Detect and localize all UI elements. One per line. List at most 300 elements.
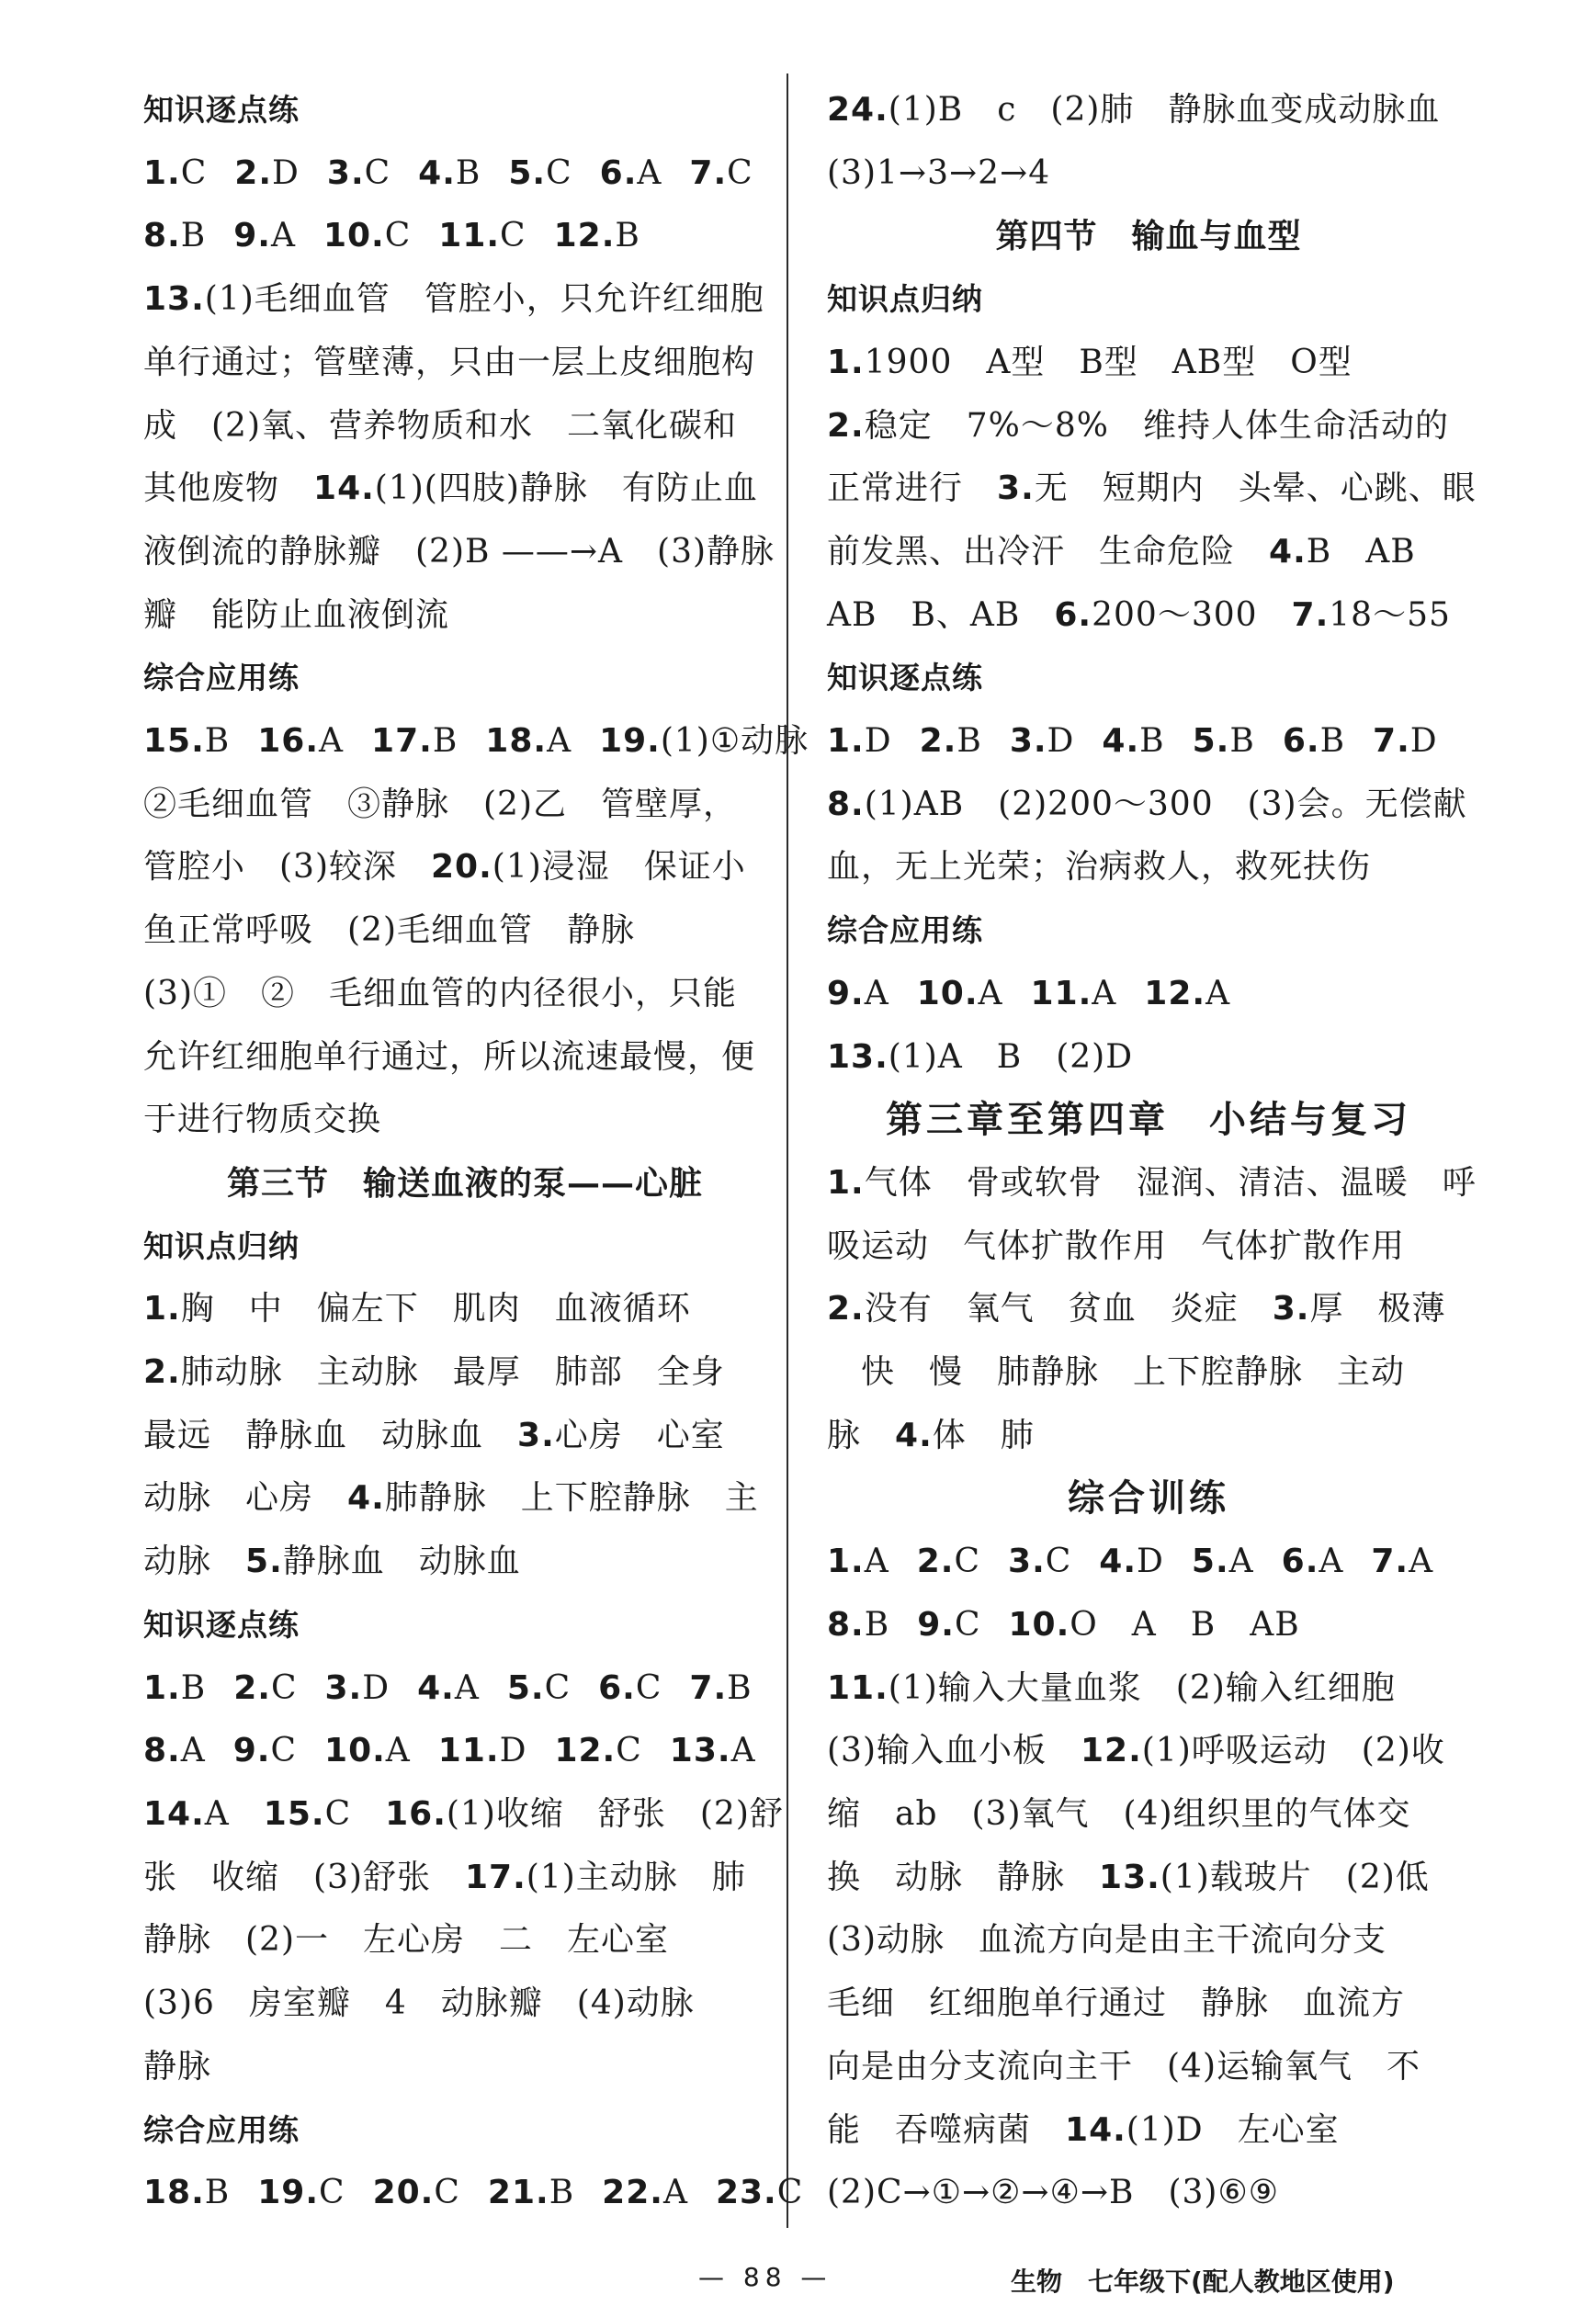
answer-text: 管腔小 (3)较深 <box>143 848 431 887</box>
answer-text: 无 短期内 头晕、心跳、眼 <box>1034 469 1477 508</box>
answer-item <box>418 154 481 192</box>
answer-value: A <box>1228 1543 1254 1581</box>
answer-text: 动脉 心房 <box>143 1479 348 1518</box>
answer-line <box>143 1278 787 1341</box>
question-number: 19. <box>257 2174 320 2212</box>
answer-item <box>143 154 207 192</box>
question-number: 16. <box>257 722 320 761</box>
answer-item <box>508 154 572 192</box>
question-number: 5. <box>1192 722 1230 761</box>
answer-item <box>917 1543 980 1580</box>
answer-line <box>143 774 787 837</box>
question-number: 6. <box>1282 722 1320 761</box>
answer-value: D <box>1137 1543 1164 1581</box>
question-number: 2. <box>919 722 957 761</box>
question-number: 12. <box>1144 974 1206 1012</box>
answer-value: C <box>635 1668 662 1707</box>
answer-text: 200～300 <box>1092 595 1292 634</box>
answer-text: (1)A B (2)D <box>888 1037 1134 1076</box>
answer-item <box>143 1732 206 1769</box>
answer-value: C <box>776 2174 804 2212</box>
question-number: 4. <box>418 153 456 192</box>
answer-line <box>143 268 787 332</box>
answer-text: 动脉 <box>143 1543 246 1581</box>
answer-text: 胸 中 偏左下 肌肉 血液循环 <box>180 1290 691 1328</box>
answer-item <box>1102 722 1164 760</box>
question-number: 9. <box>233 217 271 255</box>
answer-item <box>827 722 892 760</box>
answer-value: (1)①动脉 <box>660 722 809 761</box>
answer-text: (1)主动脉 肺 <box>526 1858 746 1896</box>
question-number: 5. <box>506 1668 545 1707</box>
answer-value: A <box>637 153 662 192</box>
answer-item <box>1099 1543 1164 1580</box>
question-number: 9. <box>232 1732 271 1770</box>
answer-item <box>485 722 572 760</box>
answer-text: (3)6 房室瓣 4 动脉瓣 (4)动脉 <box>143 1984 695 2023</box>
question-number: 8. <box>827 1605 865 1644</box>
answer-item <box>1031 975 1117 1012</box>
answer-text: 静脉 <box>143 2047 212 2086</box>
question-number: 6. <box>1281 1543 1319 1581</box>
answer-value: C <box>544 1668 572 1707</box>
answer-text: 缩 ab (3)氧气 (4)组织里的气体交 <box>827 1794 1411 1833</box>
question-number: 15. <box>263 1794 325 1833</box>
section-heading: 综合应用练 <box>143 2111 300 2148</box>
answer-text: 允许红细胞单行通过，所以流速最慢，便 <box>143 1037 756 1076</box>
answer-line <box>143 458 787 521</box>
answer-item <box>488 2174 574 2211</box>
answer-item <box>920 722 982 760</box>
answer-value: B <box>864 1605 890 1644</box>
question-number: 11. <box>438 217 501 255</box>
answer-value: A <box>864 974 889 1012</box>
answer-line <box>143 332 787 395</box>
answer-item <box>716 2174 803 2211</box>
question-number: 2. <box>827 406 865 445</box>
question-number: 2. <box>234 153 273 192</box>
question-number: 9. <box>917 1605 955 1644</box>
answer-text: (1)浸湿 保证小 <box>492 848 746 887</box>
answer-line <box>827 2162 1470 2225</box>
question-number: 3. <box>1008 1543 1046 1581</box>
answer-item <box>827 1606 889 1644</box>
answer-value: C <box>954 1543 981 1581</box>
answer-item <box>143 722 230 760</box>
answer-item <box>373 2174 460 2211</box>
answer-value: C <box>434 2174 460 2212</box>
chapter-title: 综合训练 <box>1068 1476 1229 1520</box>
answer-line <box>827 1973 1470 2036</box>
answer-value: A <box>1092 974 1117 1012</box>
answer-line <box>143 899 787 963</box>
answer-text: 18～55 <box>1329 595 1451 634</box>
answer-text: 体 肺 <box>932 1416 1035 1454</box>
answer-value: A <box>547 722 572 761</box>
answer-text: 肺静脉 上下腔静脉 主 <box>384 1479 759 1518</box>
question-number: 12. <box>554 1732 617 1770</box>
answer-line <box>143 521 787 584</box>
answer-item <box>598 1669 662 1707</box>
section-title: 第三节 输送血液的泵——心脏 <box>226 1163 703 1203</box>
question-number: 19. <box>599 722 661 761</box>
answer-text: 静脉血 动脉血 <box>282 1543 521 1581</box>
question-number: 1. <box>827 722 865 761</box>
question-number: 4. <box>1099 1543 1138 1581</box>
answer-item <box>917 975 1003 1012</box>
answer-item <box>438 217 526 254</box>
answer-item <box>1192 1543 1254 1580</box>
answer-value: A <box>730 1732 756 1770</box>
section-heading: 知识点归纳 <box>827 281 983 318</box>
question-number: 13. <box>1099 1858 1160 1896</box>
answer-item <box>327 154 391 192</box>
question-number: 3. <box>326 153 365 192</box>
answer-line <box>827 458 1477 521</box>
answer-item <box>323 217 411 254</box>
question-number: 17. <box>371 722 433 761</box>
question-number: 8. <box>143 217 181 255</box>
answer-value: D <box>1047 722 1075 761</box>
answer-line <box>827 521 1470 584</box>
answer-value: C <box>546 153 572 192</box>
question-number: 20. <box>372 2174 435 2212</box>
page-number: — 88 — <box>698 2262 832 2292</box>
answer-value: A <box>864 1543 889 1581</box>
answer-text: 向是由分支流向主干 (4)运输氧气 不 <box>827 2047 1421 2086</box>
answer-item <box>689 1669 752 1707</box>
answer-text: (1)AB (2)200～300 (3)会。无偿献 <box>864 785 1467 823</box>
answer-row <box>827 963 1470 1026</box>
answer-row <box>827 1531 1470 1594</box>
answer-line <box>143 1341 787 1405</box>
answer-value: A <box>1205 974 1231 1012</box>
answer-text: (1)(四肢)静脉 有防止血 <box>374 469 758 508</box>
answer-text: 前发黑、出冷汗 生命危险 <box>827 532 1270 571</box>
answer-text: AB B、AB <box>827 595 1055 634</box>
section-heading: 综合应用练 <box>827 912 983 949</box>
answer-value: A <box>1319 1543 1344 1581</box>
answer-text: 最远 静脉血 动脉血 <box>143 1416 518 1454</box>
answer-text: (1)D 左心室 <box>1126 2110 1340 2149</box>
answer-item <box>1193 722 1255 760</box>
answer-text: (3)动脉 血流方向是由主干流向分支 <box>827 1921 1387 1960</box>
answer-value: C <box>270 1732 298 1770</box>
answer-item <box>602 2174 688 2211</box>
question-number: 2. <box>233 1668 271 1707</box>
question-number: 4. <box>1269 532 1307 571</box>
answer-value: C <box>384 217 412 255</box>
question-number: 21. <box>487 2174 549 2212</box>
answer-text: 气体 骨或软骨 湿润、清洁、温暖 呼 <box>864 1163 1477 1202</box>
question-number: 2. <box>143 1353 181 1392</box>
answer-row <box>143 205 787 268</box>
question-number: 7. <box>689 1668 728 1707</box>
answer-line <box>827 584 1470 648</box>
question-number: 24. <box>827 91 889 129</box>
answer-value: B <box>1319 722 1346 761</box>
answer-item <box>233 1732 297 1769</box>
answer-line <box>143 836 787 899</box>
answer-line <box>827 1909 1470 1973</box>
answer-text: A <box>204 1794 264 1833</box>
answer-value: B <box>180 1668 207 1707</box>
answer-line <box>827 1278 1470 1341</box>
answer-item <box>1010 722 1075 760</box>
answer-text: (3)输入血小板 <box>827 1732 1081 1770</box>
answer-value: C <box>319 2174 345 2212</box>
answer-item <box>1008 1606 1299 1644</box>
question-number: 3. <box>1272 1290 1310 1328</box>
answer-text: (1)呼吸运动 (2)收 <box>1141 1732 1445 1770</box>
question-number: 12. <box>1081 1732 1142 1770</box>
answer-value: A <box>319 722 345 761</box>
answer-item <box>324 1732 411 1769</box>
answer-value: C <box>364 153 391 192</box>
answer-item <box>143 2174 230 2211</box>
answer-text: 于进行物质交换 <box>143 1101 382 1139</box>
question-number: 3. <box>517 1416 555 1454</box>
answer-line <box>827 2099 1470 2163</box>
answer-item <box>554 1732 641 1769</box>
answer-value: C <box>500 217 526 255</box>
question-number: 4. <box>417 1668 455 1707</box>
answer-value: O A B AB <box>1070 1605 1300 1644</box>
question-number: 17. <box>465 1858 526 1896</box>
answer-row <box>827 1594 1470 1657</box>
answer-value: A <box>978 974 1003 1012</box>
answer-line <box>143 1847 787 1910</box>
answer-line <box>143 395 787 458</box>
question-number: 7. <box>689 153 728 192</box>
answer-value: C <box>616 1732 642 1770</box>
answer-value: A <box>385 1732 411 1770</box>
question-number: 5. <box>508 153 547 192</box>
question-number: 14. <box>143 1794 205 1833</box>
answer-text: 张 收缩 (3)舒张 <box>143 1858 465 1896</box>
answer-item <box>1008 1543 1071 1580</box>
answer-item <box>324 1669 390 1707</box>
answer-item <box>1371 1543 1433 1580</box>
section-heading: 知识逐点练 <box>827 660 983 696</box>
answer-value: C <box>727 153 753 192</box>
answer-text: 静脉 (2)一 左心房 二 左心室 <box>143 1921 669 1960</box>
answer-line <box>143 1467 787 1531</box>
section-heading: 知识逐点练 <box>143 92 300 128</box>
answer-line <box>143 1405 787 1468</box>
answer-text: 吸运动 气体扩散作用 气体扩散作用 <box>827 1226 1406 1265</box>
answer-text: ②毛细血管 ③静脉 (2)乙 管壁厚， <box>143 785 737 823</box>
answer-value: B <box>1139 722 1165 761</box>
answer-text: (3)1→3→2→4 <box>827 153 1051 192</box>
question-number: 7. <box>1371 1543 1409 1581</box>
answer-item <box>689 154 753 192</box>
answer-item <box>670 1732 756 1769</box>
question-number: 1. <box>143 1290 181 1328</box>
answer-line <box>827 1341 1470 1405</box>
answer-item <box>371 722 458 760</box>
answer-value: B <box>727 1668 753 1707</box>
answer-value: D <box>272 153 300 192</box>
answer-value: A <box>180 1732 206 1770</box>
answer-row <box>827 710 1470 774</box>
answer-text: C <box>324 1794 386 1833</box>
answer-text: 脉 <box>827 1416 896 1454</box>
question-number: 8. <box>827 785 865 823</box>
question-number: 11. <box>827 1668 889 1707</box>
answer-line <box>827 1657 1470 1721</box>
answer-value: C <box>180 153 208 192</box>
answer-text: (2)C→①→②→④→B (3)⑥⑨ <box>827 2174 1280 2212</box>
question-number: 6. <box>599 153 638 192</box>
question-number: 23. <box>715 2174 777 2212</box>
question-number: 12. <box>553 217 616 255</box>
question-number: 1. <box>143 1668 181 1707</box>
answer-line <box>827 79 1470 142</box>
question-number: 10. <box>1008 1605 1070 1644</box>
answer-text: 正常进行 <box>827 469 998 508</box>
answer-row <box>143 142 787 206</box>
answer-item <box>143 1669 206 1707</box>
answer-line <box>143 1909 787 1973</box>
question-number: 18. <box>143 2174 205 2212</box>
question-number: 1. <box>827 343 865 381</box>
answer-value: A <box>662 2174 688 2212</box>
question-number: 13. <box>827 1037 889 1076</box>
answer-text: 成 (2)氧、营养物质和水 二氧化碳和 <box>143 406 737 445</box>
answer-value: B <box>1229 722 1255 761</box>
answer-line <box>143 1783 787 1847</box>
answer-item <box>554 217 640 254</box>
question-number: 3. <box>997 469 1035 508</box>
answer-item <box>1283 722 1345 760</box>
answer-item <box>1282 1543 1344 1580</box>
answer-line <box>827 1215 1470 1279</box>
answer-item <box>417 1669 480 1707</box>
answer-value: C <box>270 1668 298 1707</box>
answer-value: D <box>362 1668 391 1707</box>
question-number: 11. <box>437 1732 500 1770</box>
answer-line <box>143 963 787 1026</box>
question-number: 14. <box>1065 2110 1126 2149</box>
answer-item <box>599 722 809 760</box>
question-number: 8. <box>143 1732 181 1770</box>
question-number: 1. <box>827 1543 865 1581</box>
answer-item <box>600 154 662 192</box>
answer-value: D <box>1409 722 1438 761</box>
answer-item <box>257 2174 345 2211</box>
answer-line <box>143 584 787 648</box>
answer-value: B <box>615 217 640 255</box>
answer-line <box>827 1405 1470 1468</box>
answer-item <box>917 1606 980 1644</box>
column-divider <box>787 73 788 2228</box>
right-column <box>827 79 1477 2225</box>
answer-text: (1)B c (2)肺 静脉血变成动脉血 <box>888 91 1441 129</box>
answer-row <box>143 1657 787 1721</box>
question-number: 1. <box>143 153 181 192</box>
section-heading: 知识逐点练 <box>143 1606 300 1643</box>
answer-item <box>1373 722 1438 760</box>
answer-text: (1)输入大量血浆 (2)输入红细胞 <box>888 1668 1396 1707</box>
answer-text: 稳定 7%～8% 维持人体生命活动的 <box>864 406 1449 445</box>
question-number: 3. <box>1009 722 1047 761</box>
answer-text: 肺动脉 主动脉 最厚 肺部 全身 <box>180 1353 725 1392</box>
answer-line <box>827 836 1470 899</box>
answer-line <box>827 1152 1477 1215</box>
answer-line <box>827 395 1470 458</box>
answer-text: (1)载玻片 (2)低 <box>1160 1858 1430 1896</box>
answer-value: A <box>1409 1543 1434 1581</box>
answer-value: B <box>549 2174 575 2212</box>
answer-item <box>143 217 206 254</box>
section-heading: 综合应用练 <box>143 660 300 696</box>
answer-text: (3)① ② 毛细血管的内径很小，只能 <box>143 974 737 1012</box>
question-number: 1. <box>827 1163 865 1202</box>
answer-item <box>438 1732 527 1769</box>
answer-value: C <box>1045 1543 1072 1581</box>
question-number: 14. <box>313 469 375 508</box>
answer-line <box>827 1847 1470 1910</box>
answer-item <box>827 975 889 1012</box>
answer-line <box>143 1531 787 1594</box>
chapter-title: 第三章至第四章 小结与复习 <box>886 1098 1411 1142</box>
answer-text: (1)收缩 舒张 (2)舒 <box>446 1794 784 1833</box>
question-number: 7. <box>1373 722 1410 761</box>
question-number: 16. <box>385 1794 447 1833</box>
answer-text: 其他废物 <box>143 469 314 508</box>
answer-text: 能 吞噬病菌 <box>827 2110 1066 2149</box>
answer-text: 心房 心室 <box>554 1416 725 1454</box>
answer-value: B <box>455 153 481 192</box>
question-number: 4. <box>895 1416 933 1454</box>
answer-text: 瓣 能防止血液倒流 <box>143 595 450 634</box>
answer-line <box>143 2036 787 2099</box>
answer-line <box>827 1026 1470 1090</box>
answer-line <box>827 774 1470 837</box>
question-number: 2. <box>916 1543 955 1581</box>
answer-value: B <box>204 722 231 761</box>
question-number: 18. <box>485 722 548 761</box>
answer-line <box>827 1720 1470 1783</box>
question-number: 4. <box>1102 722 1140 761</box>
answer-text: 毛细 红细胞单行通过 静脉 血流方 <box>827 1984 1406 2023</box>
answer-row <box>143 1720 787 1783</box>
answer-item <box>507 1669 571 1707</box>
answer-row <box>143 2162 804 2225</box>
answer-value: A <box>454 1668 480 1707</box>
answer-line <box>143 1026 787 1090</box>
answer-line <box>827 142 1470 206</box>
answer-text: 鱼正常呼吸 (2)毛细血管 静脉 <box>143 911 635 950</box>
answer-value: B <box>956 722 982 761</box>
answer-line <box>143 1089 787 1152</box>
question-number: 13. <box>669 1732 731 1770</box>
answer-item <box>233 1669 297 1707</box>
answer-line <box>827 332 1470 395</box>
section-heading: 知识点归纳 <box>143 1227 300 1264</box>
question-number: 2. <box>827 1290 865 1328</box>
answer-text: 厚 极薄 <box>1309 1290 1446 1328</box>
question-number: 10. <box>323 217 385 255</box>
left-column <box>143 79 809 2225</box>
question-number: 5. <box>245 1543 283 1581</box>
answer-item <box>257 722 344 760</box>
section-title: 第四节 输血与血型 <box>995 217 1302 256</box>
answer-value: D <box>864 722 892 761</box>
question-number: 11. <box>1030 974 1092 1012</box>
question-number: 13. <box>143 280 205 319</box>
